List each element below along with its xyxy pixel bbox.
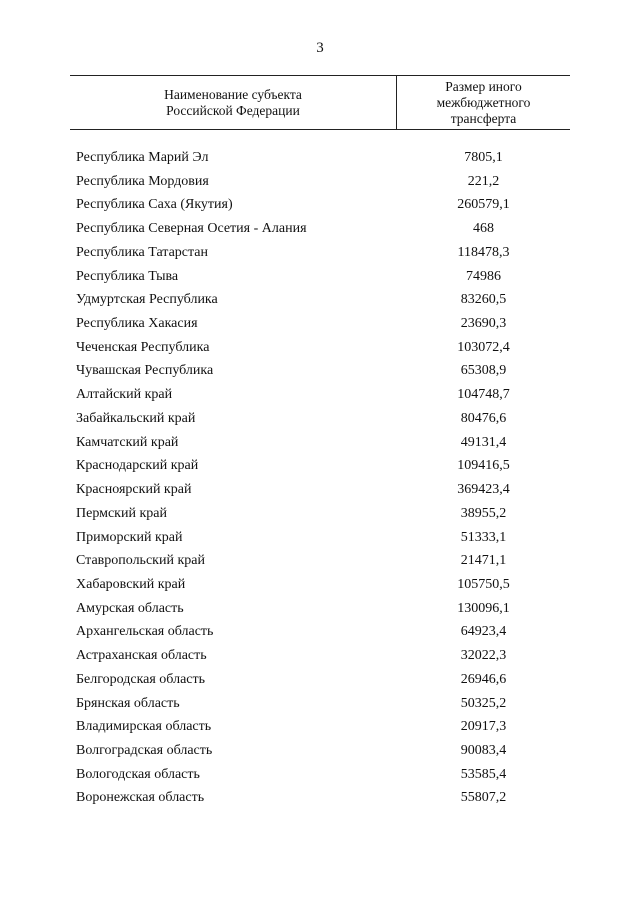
table-row: [70, 620, 570, 644]
subject-name: Республика Татарстан: [76, 244, 209, 260]
table-row: [70, 336, 570, 360]
table-row: [70, 715, 570, 739]
header-subject-name-text: Наименование субъекта Российской Федерации: [164, 86, 302, 118]
transfer-amount: 49131,4: [460, 434, 507, 450]
transfer-amount: 74986: [466, 268, 501, 284]
subject-name: Камчатский край: [76, 434, 179, 450]
table-row: [70, 502, 570, 526]
subject-name: Брянская область: [76, 695, 180, 711]
table-row: [70, 170, 570, 194]
transfer-amount: 21471,1: [460, 553, 507, 569]
table-row: [70, 526, 570, 550]
transfer-amount: 38955,2: [460, 505, 507, 521]
transfer-amount: 80476,6: [460, 410, 507, 426]
table-row: [70, 407, 570, 431]
transfer-amount: 105750,5: [457, 576, 510, 592]
transfer-amount: 103072,4: [457, 339, 510, 355]
subject-name: Владимирская область: [76, 719, 212, 735]
subject-name: Республика Саха (Якутия): [76, 197, 233, 213]
table-header: [70, 75, 570, 130]
subject-name: Чувашская Республика: [76, 363, 214, 379]
subject-name: Белгородская область: [76, 671, 206, 687]
transfer-amount: 51333,1: [460, 529, 507, 545]
subject-name: Воронежская область: [76, 790, 205, 806]
transfer-amount: 221,2: [467, 173, 500, 189]
subject-name: Республика Марий Эл: [76, 150, 209, 165]
transfer-amount: 26946,6: [460, 671, 507, 687]
transfer-amount: 23690,3: [460, 316, 507, 332]
subject-name: Пермский край: [76, 505, 167, 521]
transfer-amount: 109416,5: [457, 458, 510, 474]
table-row: [70, 454, 570, 478]
table-row: [70, 265, 570, 289]
table-row: [70, 431, 570, 455]
table-row: [70, 668, 570, 692]
table-row: [70, 739, 570, 763]
subject-name: Удмуртская Республика: [76, 292, 218, 308]
subject-name: Хабаровский край: [76, 576, 186, 592]
table-row: [70, 383, 570, 407]
transfer-amount: 104748,7: [457, 387, 510, 403]
transfer-amount: 90083,4: [460, 742, 507, 758]
subject-name: Архангельская область: [76, 624, 214, 640]
header-transfer-amount-text: Размер иного межбюджетного трансферта: [436, 78, 531, 126]
header-subject-name: [70, 76, 396, 129]
subject-name: Вологодская область: [76, 766, 200, 782]
subject-name: Волгоградская область: [76, 742, 213, 758]
table-row: [70, 312, 570, 336]
transfer-amount: 369423,4: [457, 482, 510, 498]
table-row: [70, 288, 570, 312]
subject-name: Республика Северная Осетия - Алания: [76, 221, 307, 237]
table-row: [70, 786, 570, 810]
transfer-amount: 55807,2: [460, 790, 507, 806]
header-transfer-amount: [397, 76, 570, 129]
subject-name: Алтайский край: [76, 387, 173, 403]
page-number: 3: [316, 40, 324, 56]
table-row: [70, 217, 570, 241]
subject-name: Чеченская Республика: [76, 339, 210, 355]
table-row: [70, 193, 570, 217]
subject-name: Амурская область: [76, 600, 184, 616]
transfer-amount: 50325,2: [460, 695, 507, 711]
subject-name: Республика Мордовия: [76, 173, 209, 189]
subject-name: Астраханская область: [76, 648, 207, 664]
transfer-amount: 118478,3: [457, 244, 510, 260]
transfer-amount: 32022,3: [460, 648, 507, 664]
table-row: [70, 478, 570, 502]
transfer-amount: 468: [473, 221, 494, 237]
table-row: [70, 573, 570, 597]
table-row: [70, 146, 570, 170]
table-row: [70, 763, 570, 787]
transfer-amount: 260579,1: [457, 197, 510, 213]
transfer-table: [70, 75, 570, 806]
transfer-amount: 64923,4: [460, 624, 507, 640]
subject-name: Забайкальский край: [76, 410, 196, 426]
table-row: [70, 549, 570, 573]
transfer-amount: 83260,5: [460, 292, 507, 308]
table-row: [70, 644, 570, 668]
subject-name: Республика Хакасия: [76, 316, 198, 332]
transfer-amount: 53585,4: [460, 766, 507, 782]
table-row: [70, 597, 570, 621]
subject-name: Красноярский край: [76, 482, 192, 498]
subject-name: Краснодарский край: [76, 458, 199, 474]
table-row: [70, 241, 570, 265]
transfer-amount: 65308,9: [460, 363, 507, 379]
transfer-amount: 7805,1: [464, 150, 503, 165]
table-row: [70, 359, 570, 383]
subject-name: Ставропольский край: [76, 553, 205, 569]
table-body: [70, 146, 570, 810]
transfer-amount: 20917,3: [460, 719, 507, 735]
subject-name: Приморский край: [76, 529, 183, 545]
transfer-amount: 130096,1: [457, 600, 510, 616]
table-row: [70, 692, 570, 716]
subject-name: Республика Тыва: [76, 268, 179, 284]
